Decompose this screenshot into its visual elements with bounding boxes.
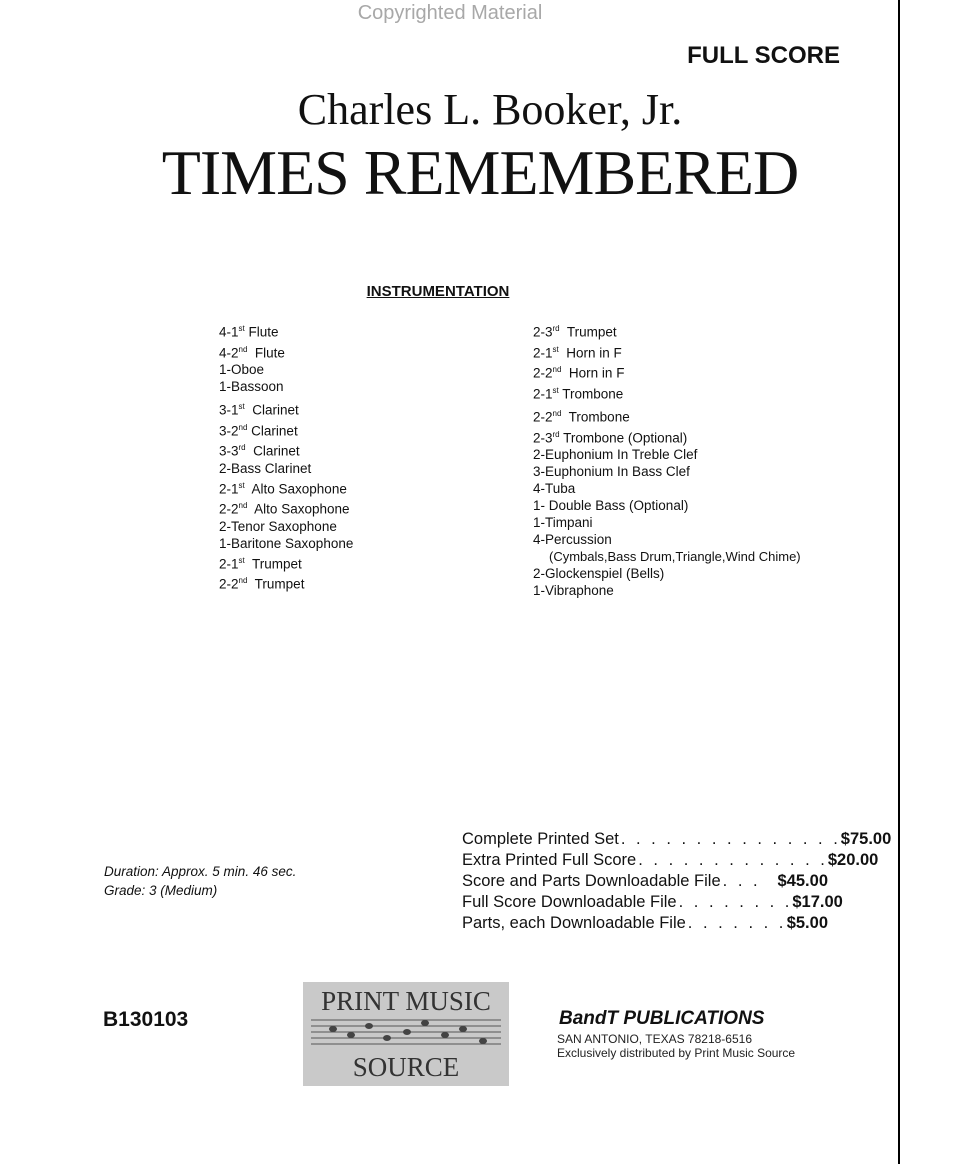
price-label: Score and Parts Downloadable File: [462, 872, 721, 890]
instrument-item: 2-Glockenspiel (Bells): [533, 566, 665, 581]
full-score-label: FULL SCORE: [687, 42, 840, 69]
publisher-name: BandT PUBLICATIONS: [559, 1008, 765, 1029]
logo-text-bottom: SOURCE: [352, 1052, 460, 1082]
instrumentation-heading: INSTRUMENTATION: [366, 283, 510, 300]
instrument-list-left: [219, 320, 353, 593]
instrument-item: 1-Baritone Saxophone: [219, 535, 354, 551]
instrument-item: 2-1st Horn in F: [533, 344, 622, 360]
price-label: Extra Printed Full Score: [462, 851, 637, 869]
price-row: [462, 850, 879, 871]
instrument-item: 4-2nd Flute: [219, 344, 285, 360]
instrument-item: 2-2nd Horn in F: [533, 365, 625, 381]
instrument-item: 3-3rd Clarinet: [219, 443, 300, 459]
instrument-item: 3-2nd Clarinet: [219, 422, 298, 438]
price-amount: $20.00: [827, 851, 879, 869]
print-music-source-logo: [303, 982, 509, 1086]
price-dots: . . . . . . . .: [678, 893, 793, 911]
piece-title: TIMES REMEMBERED: [161, 137, 799, 208]
price-row: [462, 913, 828, 934]
instrument-item: 2-3rd Trumpet: [533, 324, 617, 340]
price-label: Parts, each Downloadable File: [462, 914, 686, 932]
price-label: Complete Printed Set: [462, 830, 619, 848]
instrument-item: 2-2nd Trumpet: [219, 576, 305, 592]
instrument-item: 1-Bassoon: [219, 379, 284, 394]
instrument-item: 2-2nd Trombone: [533, 409, 630, 425]
price-amount: $5.00: [786, 914, 828, 932]
price-dots: . . . . . . . . . . . . . . .: [620, 830, 841, 848]
instrument-list-right: [533, 320, 801, 599]
publisher-address: SAN ANTONIO, TEXAS 78218-6516: [557, 1032, 752, 1046]
price-row: [462, 829, 892, 850]
instrument-item: 1-Vibraphone: [533, 583, 614, 598]
price-amount: $45.00: [777, 872, 828, 890]
instrument-item: 4-1st Flute: [219, 324, 279, 340]
price-dots: . . .: [722, 872, 761, 890]
instrument-item: 3-1st Clarinet: [219, 402, 299, 418]
composer-name: Charles L. Booker, Jr.: [297, 85, 683, 134]
grade-text: Grade: 3 (Medium): [104, 883, 218, 898]
price-amount: $75.00: [840, 830, 892, 848]
publisher-info: [557, 1032, 795, 1060]
price-dots: . . . . . . .: [687, 914, 787, 932]
instrument-item: 2-1st Trombone: [533, 385, 624, 401]
watermark-text: Copyrighted Material: [357, 2, 543, 24]
instrument-item: 1-Oboe: [219, 362, 265, 377]
instrument-item: 4-Percussion: [533, 532, 612, 547]
price-label: Full Score Downloadable File: [462, 893, 677, 911]
instrument-item: 1- Double Bass (Optional): [533, 498, 689, 513]
performance-details: [104, 862, 296, 900]
instrument-item: (Cymbals,Bass Drum,Triangle,Wind Chime): [549, 549, 801, 564]
price-row: [462, 871, 828, 892]
instrument-item: 2-3rd Trombone (Optional): [533, 429, 688, 445]
price-list: [462, 829, 892, 934]
page-edge: [898, 0, 900, 1164]
instrument-item: 2-2nd Alto Saxophone: [219, 501, 350, 517]
instrument-item: 2-1st Trumpet: [219, 555, 302, 571]
music-staff-icon: [311, 1016, 501, 1050]
instrument-item: 4-Tuba: [533, 481, 576, 496]
catalog-code: B130103: [103, 1008, 189, 1031]
price-dots: . . . . . . . . . . . . .: [638, 851, 828, 869]
distribution-note: Exclusively distributed by Print Music Source: [557, 1046, 796, 1060]
instrument-item: 2-Euphonium In Treble Clef: [533, 447, 698, 462]
instrument-item: 2-1st Alto Saxophone: [219, 480, 347, 496]
instrument-item: 1-Timpani: [533, 515, 593, 530]
instrument-item: 2-Tenor Saxophone: [219, 518, 337, 534]
instrument-item: 3-Euphonium In Bass Clef: [533, 464, 690, 479]
instrument-item: 2-Bass Clarinet: [219, 460, 312, 476]
price-amount: $17.00: [792, 893, 843, 911]
price-row: [462, 892, 843, 913]
logo-text-top: PRINT MUSIC: [321, 986, 491, 1016]
duration-text: Duration: Approx. 5 min. 46 sec.: [104, 864, 297, 879]
